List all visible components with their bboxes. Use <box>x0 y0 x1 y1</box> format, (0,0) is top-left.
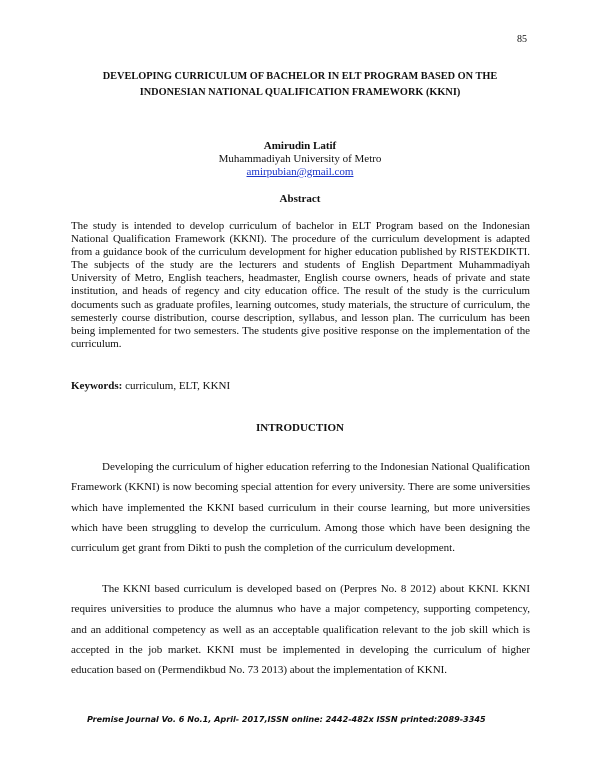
keywords-label: Keywords: <box>71 380 123 392</box>
paper-title <box>0 69 600 100</box>
abstract-text: The study is intended to develop curriculum of bachelor in ELT Program based on the Indonesian National Qualification Framework (KKNI). The procedure of the curriculum development is adapted from a guidance book of the curriculum development for higher education published by RISTEKDIKTI. The subjects of the study are the lecturers and students of English Department Muhammadiyah University of Metro, English teachers, headmaster, English course owners, heads of private and state institution, and heads of regency and city education office. The result of the study is the curriculum documents such as graduate profiles, learning outcomes, study materials, the structure of curriculum, the semesterly course distribution, course description, syllabus, and lesson plan. The curriculum has been being implemented for two semesters. The students give positive response on the implementation of the curriculum. <box>71 220 530 350</box>
paper-title-line-2: INDONESIAN NATIONAL QUALIFICATION FRAMEWORK (KKNI) <box>139 86 461 98</box>
keywords-values: curriculum, ELT, KKNI <box>125 380 231 392</box>
paper-title-line-1: DEVELOPING CURRICULUM OF BACHELOR IN ELT PROGRAM BASED ON THE <box>102 71 498 82</box>
introduction-paragraph: The KKNI based curriculum is developed based on (Perpres No. 8 2012) about KKNI. KKNI requires universities to produce the alumnus who have a major competency, supporting competency, and an additional competency as well as an acceptable qualification relevant to the job skill which is accepted in the job market. KKNI must be implemented in developing the curriculum of higher education based on (Permendikbud No. 73 2013) about the implementation of KKNI. <box>71 583 530 677</box>
introduction-heading: INTRODUCTION <box>255 422 344 434</box>
keywords-line <box>71 380 230 392</box>
author-email-link[interactable]: amirpubian@gmail.com <box>246 166 354 178</box>
journal-footer: Premise Journal Vo. 6 No.1, April- 2017,ISSN online: 2442-482x ISSN printed:2089-3345 <box>87 714 486 724</box>
author-block <box>0 140 600 179</box>
abstract-heading: Abstract <box>279 193 321 205</box>
author-name: Amirudin Latif <box>263 140 337 152</box>
page-number: 85 <box>517 34 527 45</box>
author-affiliation: Muhammadiyah University of Metro <box>218 153 382 165</box>
introduction-paragraph: Developing the curriculum of higher education referring to the Indonesian National Qualification Framework (KKNI) is now becoming special attention for every university. There are some universities which have implemented the KKNI based curriculum in their course learning, but more universities which have been struggling to develop the curriculum. Among those which have been designing the curriculum get grant from Dikti to push the completion of the curriculum development. <box>71 461 530 555</box>
